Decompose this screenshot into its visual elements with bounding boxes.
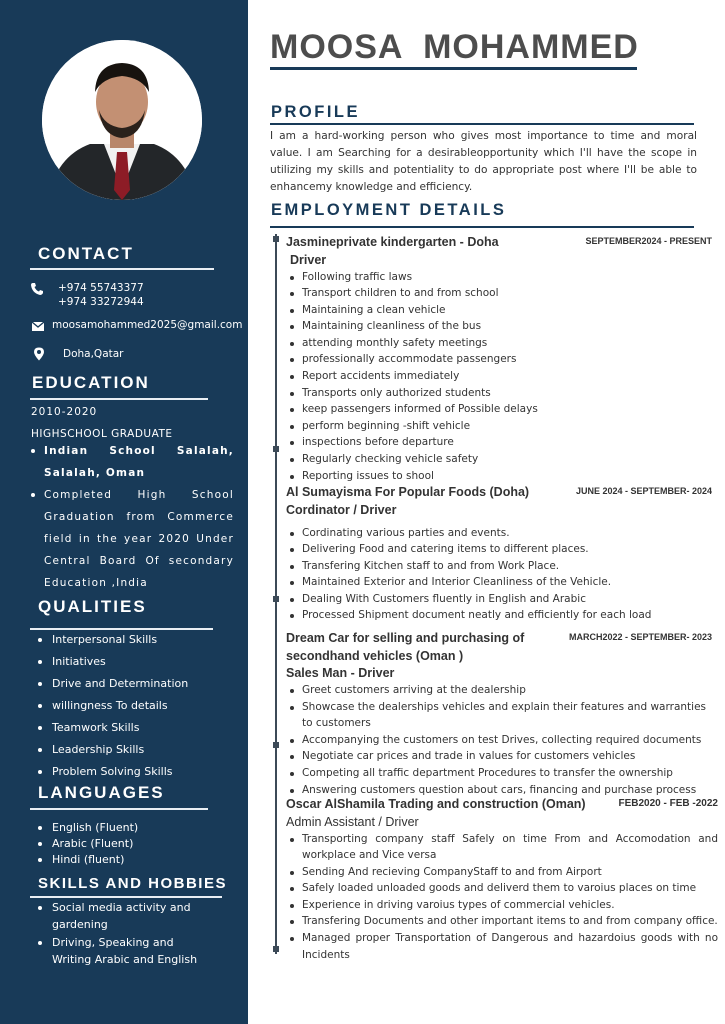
duty-item: keep passengers informed of Possible delays: [286, 401, 718, 418]
job-entry: [286, 484, 718, 624]
duty-item: Showcase the dealerships vehicles and explain their features and warranties to customers: [286, 699, 718, 732]
phone-2: +974 33272944: [58, 296, 144, 308]
timeline-marker: [273, 596, 279, 602]
duty-item: Dealing With Customers fluently in English and Arabic: [286, 591, 718, 608]
quality-item: willingness To details: [34, 697, 188, 719]
education-list: [28, 440, 234, 594]
duty-item: Maintaining a clean vehicle: [286, 302, 718, 319]
quality-item: Problem Solving Skills: [34, 763, 188, 785]
job-entry: [286, 796, 718, 963]
duty-item: Answering customers question about cars, financing and purchase process: [286, 782, 718, 799]
job-date: FEB2020 - FEB -2022: [618, 798, 718, 809]
job-role: Sales Man - Driver: [286, 666, 395, 680]
qualities-heading: QUALITIES: [38, 597, 147, 616]
duty-item: Safely loaded unloaded goods and deliverd them to varoius places on time: [286, 880, 718, 897]
education-rule: [30, 398, 208, 400]
job-entry: [286, 234, 718, 484]
quality-item: Interpersonal Skills: [34, 631, 188, 653]
mail-icon: [31, 319, 45, 333]
duty-item: Maintaining cleanliness of the bus: [286, 318, 718, 335]
duty-item: Transports only authorized students: [286, 385, 718, 402]
duty-item: Delivering Food and catering items to different places.: [286, 541, 718, 558]
job-company: Al Sumayisma For Popular Foods (Doha): [286, 485, 530, 499]
duty-item: Transfering Kitchen staff to and from Work Place.: [286, 558, 718, 575]
timeline-marker: [273, 742, 279, 748]
timeline-marker: [273, 236, 279, 242]
duty-item: inspections before departure: [286, 434, 718, 451]
duty-item: Competing all traffic department Procedures to transfer the ownership: [286, 765, 718, 782]
duty-item: Negotiate car prices and trade in values for customers vehicles: [286, 748, 718, 765]
education-item: Completed High School Graduation from Commerce field in the year 2020 Under Central Board Of secondary Education ,India: [28, 484, 234, 594]
job-company: Dream Car for selling and purchasing of secondhand vehicles (Oman ): [286, 631, 525, 663]
languages-rule: [30, 808, 208, 810]
duty-item: Managed proper Transportation of Dangerous and hazardoius goods with no Incidents: [286, 930, 718, 963]
job-duties: [286, 269, 718, 485]
duty-item: Regularly checking vehicle safety: [286, 451, 718, 468]
qualities-rule: [30, 628, 213, 630]
duty-item: Transfering Documents and other important items to and from company office.: [286, 913, 718, 930]
duty-item: Following traffic laws: [286, 269, 718, 286]
quality-item: Leadership Skills: [34, 741, 188, 763]
employment-heading: EMPLOYMENT DETAILS: [271, 201, 507, 219]
languages-heading: LANGUAGES: [38, 783, 165, 802]
quality-item: Initiatives: [34, 653, 188, 675]
duty-item: Transport children to and from school: [286, 285, 718, 302]
job-role: Driver: [290, 252, 327, 267]
education-degree: HIGHSCHOOL GRADUATE: [31, 428, 173, 440]
job-company: Oscar AlShamila Trading and construction (Oman): [286, 797, 586, 811]
email-address: moosamohammed2025@gmail.com: [52, 319, 243, 331]
skill-item: Social media activity and gardening: [34, 900, 204, 933]
job-date: SEPTEMBER2024 - PRESENT: [585, 236, 712, 246]
duty-item: Transporting company staff Safely on time From and Accomodation and workplace and Vice versa: [286, 831, 718, 864]
duty-item: Reporting issues to shool: [286, 468, 718, 485]
job-company: Jasmineprivate kindergarten - Doha: [286, 235, 499, 249]
timeline-marker: [273, 446, 279, 452]
job-duties: [286, 682, 718, 798]
quality-item: Teamwork Skills: [34, 719, 188, 741]
duty-item: Report accidents immediately: [286, 368, 718, 385]
education-years: 2010-2020: [31, 406, 98, 418]
language-item: Arabic (Fluent): [34, 836, 138, 852]
timeline-marker: [273, 946, 279, 952]
contact-heading: CONTACT: [38, 244, 134, 263]
job-role: Cordinator / Driver: [286, 502, 397, 517]
profile-rule: [270, 123, 694, 125]
job-date: JUNE 2024 - SEPTEMBER- 2024: [575, 486, 712, 496]
duty-item: perform beginning -shift vehicle: [286, 418, 718, 435]
job-entry: [286, 630, 718, 798]
phone-1: +974 55743377: [58, 282, 144, 294]
candidate-name: MOOSA MOHAMMED: [270, 28, 639, 66]
profile-text: I am a hard-working person who gives most importance to time and moral value. I am Searching for a desirableopportunity which I'll have the scope in utilizing my skills and potentiality to do appropriate post where I'll be able to enhancemy knowledge and efficiency.: [270, 130, 697, 193]
duty-item: attending monthly safety meetings: [286, 335, 718, 352]
duty-item: Experience in driving varoius types of commercial vehicles.: [286, 897, 718, 914]
location-pin-icon: [32, 347, 46, 361]
education-heading: EDUCATION: [32, 373, 150, 392]
profile-heading: PROFILE: [271, 103, 361, 121]
phone-icon: [30, 282, 44, 296]
quality-item: Drive and Determination: [34, 675, 188, 697]
duty-item: Processed Shipment document neatly and efficiently for each load: [286, 607, 718, 624]
duty-item: Cordinating various parties and events.: [286, 525, 718, 542]
education-item: Indian School Salalah, Salalah, Oman: [28, 440, 234, 484]
job-role: Admin Assistant / Driver: [286, 814, 419, 829]
location: Doha,Qatar: [63, 348, 124, 360]
job-duties: [286, 525, 718, 625]
duty-item: Sending And recieving CompanyStaff to and from Airport: [286, 864, 718, 881]
skill-item: Driving, Speaking and Writing Arabic and English: [34, 935, 204, 968]
job-duties: [286, 831, 718, 964]
languages-list: [34, 820, 138, 868]
duty-item: Greet customers arriving at the dealership: [286, 682, 718, 699]
skills-rule: [30, 896, 222, 898]
timeline-line: [275, 234, 277, 954]
job-date: MARCH2022 - SEPTEMBER- 2023: [568, 632, 712, 642]
skills-heading: SKILLS AND HOBBIES: [38, 875, 227, 892]
contact-rule: [30, 268, 214, 270]
qualities-list: [34, 631, 188, 785]
duty-item: Accompanying the customers on test Drives, collecting required documents: [286, 732, 718, 749]
duty-item: Maintained Exterior and Interior Cleanliness of the Vehicle.: [286, 574, 718, 591]
sidebar: [0, 0, 248, 1024]
language-item: English (Fluent): [34, 820, 138, 836]
name-rule: [270, 67, 637, 70]
duty-item: professionally accommodate passengers: [286, 351, 718, 368]
employment-rule: [270, 226, 694, 228]
profile-photo: [42, 40, 202, 200]
language-item: Hindi (fluent): [34, 852, 138, 868]
skills-list: [34, 900, 204, 970]
